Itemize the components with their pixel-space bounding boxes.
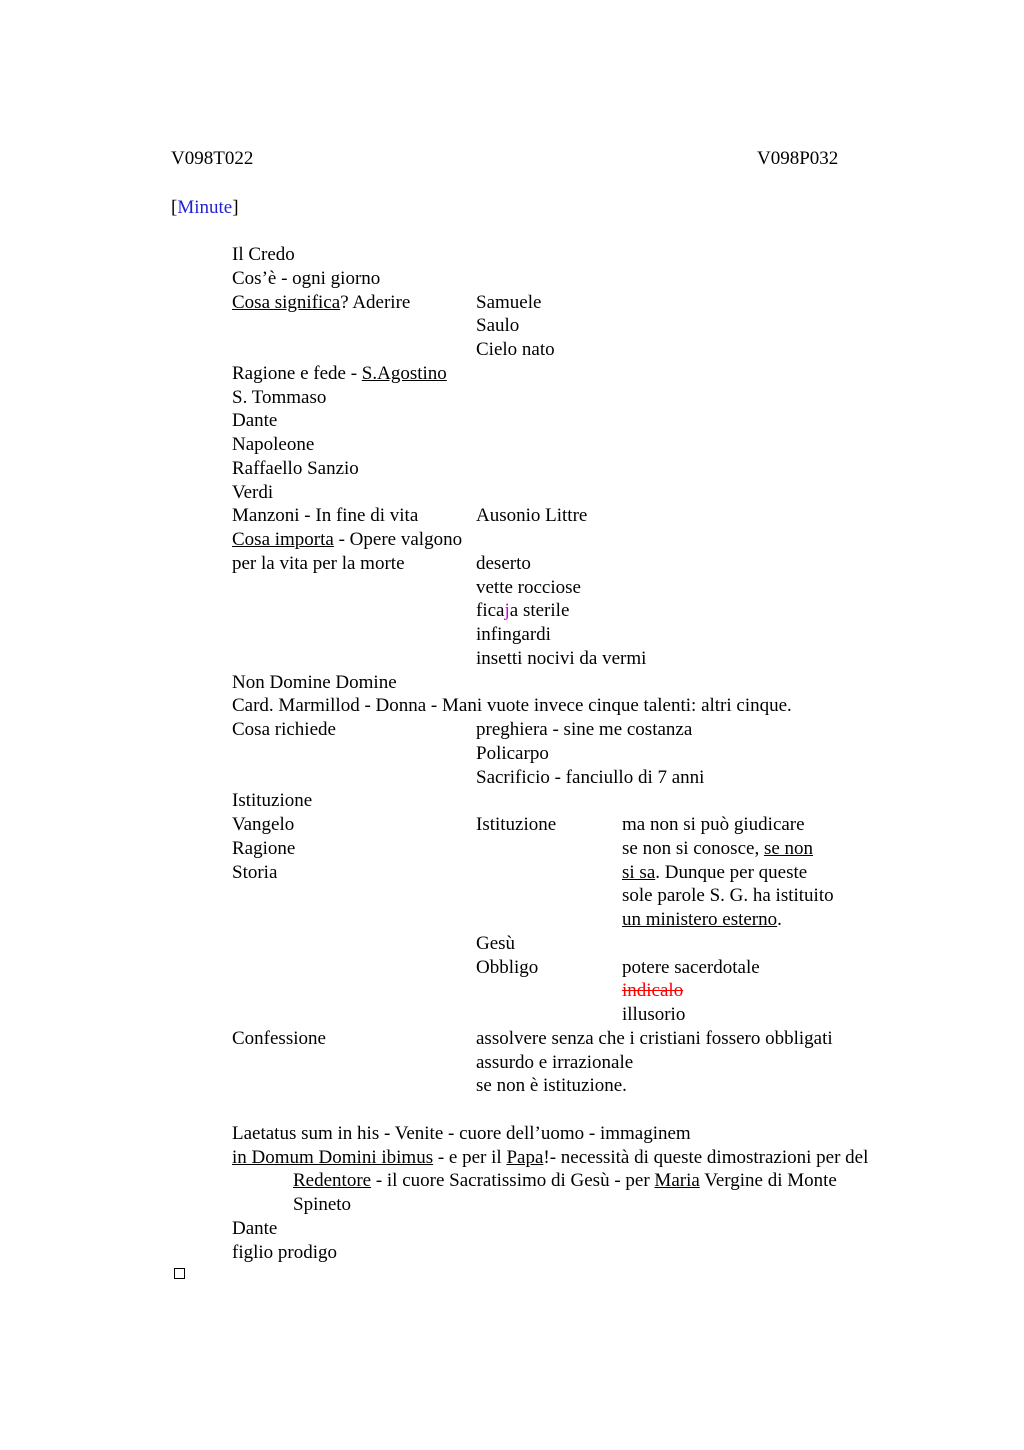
- text: . Dunque per queste: [655, 862, 808, 883]
- line-in-domum: [232, 1146, 868, 1169]
- minute-link[interactable]: Minute: [177, 197, 233, 218]
- line-redentore: [293, 1169, 837, 1192]
- line-se-non: [622, 837, 813, 860]
- underlined-text: in Domum Domini ibimus: [232, 1147, 434, 1168]
- line-illusorio: illusorio: [622, 1004, 686, 1025]
- line-cielo: Cielo nato: [476, 339, 555, 360]
- line-saulo: Saulo: [476, 315, 520, 336]
- line-laetatus: Laetatus sum in his - Venite - cuore dell’uomo - immaginem: [232, 1123, 691, 1144]
- line-napoleone: Napoleone: [232, 434, 315, 455]
- line-ausonio: Ausonio Littre: [476, 505, 588, 526]
- line-ministero: [622, 908, 782, 931]
- line-vangelo: Vangelo: [232, 814, 295, 835]
- line-card: Card. Marmillod - Donna - Mani vuote invece cinque talenti: altri cinque.: [232, 695, 792, 716]
- text: - il cuore Sacratissimo di Gesù - per: [371, 1170, 655, 1191]
- text: a sterile: [509, 600, 570, 621]
- underlined-text: Cosa importa: [232, 529, 334, 550]
- line-cosa-importa: [232, 528, 462, 551]
- line-ragione: Ragione: [232, 838, 296, 859]
- inserted-letter: j: [504, 600, 510, 621]
- line-cose: Cos’è - ogni giorno: [232, 268, 381, 289]
- line-ma-non: ma non si può giudicare: [622, 814, 805, 835]
- text: - e per il: [433, 1147, 507, 1168]
- line-ficaja: [476, 599, 569, 622]
- line-deserto: deserto: [476, 553, 531, 574]
- line-non-domine: Non Domine Domine: [232, 672, 397, 693]
- line-confessione: Confessione: [232, 1028, 326, 1049]
- text: Vergine di Monte: [699, 1170, 837, 1191]
- line-verdi: Verdi: [232, 482, 274, 503]
- text: Ragione e fede -: [232, 363, 362, 384]
- line-spineto: Spineto: [293, 1194, 352, 1215]
- text: !- necessità di queste dimostrazioni per del: [543, 1147, 869, 1168]
- line-sacrificio: Sacrificio - fanciullo di 7 anni: [476, 767, 705, 788]
- line-istituzione: Istituzione: [232, 790, 313, 811]
- underlined-text: se non: [763, 838, 814, 859]
- bracket-open: [: [171, 197, 178, 218]
- line-policarpo: Policarpo: [476, 743, 549, 764]
- line-obbligo: Obbligo: [476, 957, 539, 978]
- line-samuele: Samuele: [476, 292, 542, 313]
- text: .: [777, 909, 782, 930]
- document-code-left: V098T022: [171, 148, 254, 169]
- underlined-text: un ministero esterno: [622, 909, 778, 930]
- underlined-text: Papa: [506, 1147, 544, 1168]
- text: se non si conosce,: [622, 838, 764, 859]
- line-manzoni: Manzoni - In fine di vita: [232, 505, 419, 526]
- line-cosa-significa: [232, 291, 410, 314]
- line-indicalo-deleted: indicalo: [622, 980, 684, 1001]
- line-preghiera: preghiera - sine me costanza: [476, 719, 693, 740]
- line-insetti: insetti nocivi da vermi: [476, 648, 647, 669]
- line-ragione-fede: [232, 362, 447, 385]
- underlined-text: Cosa significa: [232, 292, 341, 313]
- line-figlio: figlio prodigo: [232, 1242, 338, 1263]
- line-storia: Storia: [232, 862, 278, 883]
- line-dante-2: Dante: [232, 1218, 278, 1239]
- line-credo: Il Credo: [232, 244, 295, 265]
- line-per-vita: per la vita per la morte: [232, 553, 405, 574]
- line-istituzione-2: Istituzione: [476, 814, 557, 835]
- underlined-text: si sa: [622, 862, 656, 883]
- document-code-right: V098P032: [757, 148, 839, 169]
- bracket-close: ]: [232, 197, 239, 218]
- line-cosa-richiede: Cosa richiede: [232, 719, 336, 740]
- line-infingardi: infingardi: [476, 624, 551, 645]
- line-raffaello: Raffaello Sanzio: [232, 458, 359, 479]
- underlined-text: S.Agostino: [361, 363, 447, 384]
- line-si-sa: [622, 861, 807, 884]
- line-se-non-ist: se non è istituzione.: [476, 1075, 627, 1096]
- line-assurdo: assurdo e irrazionale: [476, 1052, 634, 1073]
- text: fica: [476, 600, 505, 621]
- underlined-text: Maria: [654, 1170, 700, 1191]
- line-assolvere: assolvere senza che i cristiani fossero obbligati: [476, 1028, 833, 1049]
- line-sole: sole parole S. G. ha istituito: [622, 885, 834, 906]
- checkbox-icon: [174, 1268, 185, 1279]
- text: ? Aderire: [340, 292, 411, 313]
- line-dante: Dante: [232, 410, 278, 431]
- line-potere: potere sacerdotale: [622, 957, 760, 978]
- line-gesu: Gesù: [476, 933, 516, 954]
- text: - Opere valgono: [333, 529, 463, 550]
- underlined-text: Redentore: [293, 1170, 372, 1191]
- line-tommaso: S. Tommaso: [232, 387, 327, 408]
- minute-heading: [171, 196, 239, 219]
- line-vette: vette rocciose: [476, 577, 581, 598]
